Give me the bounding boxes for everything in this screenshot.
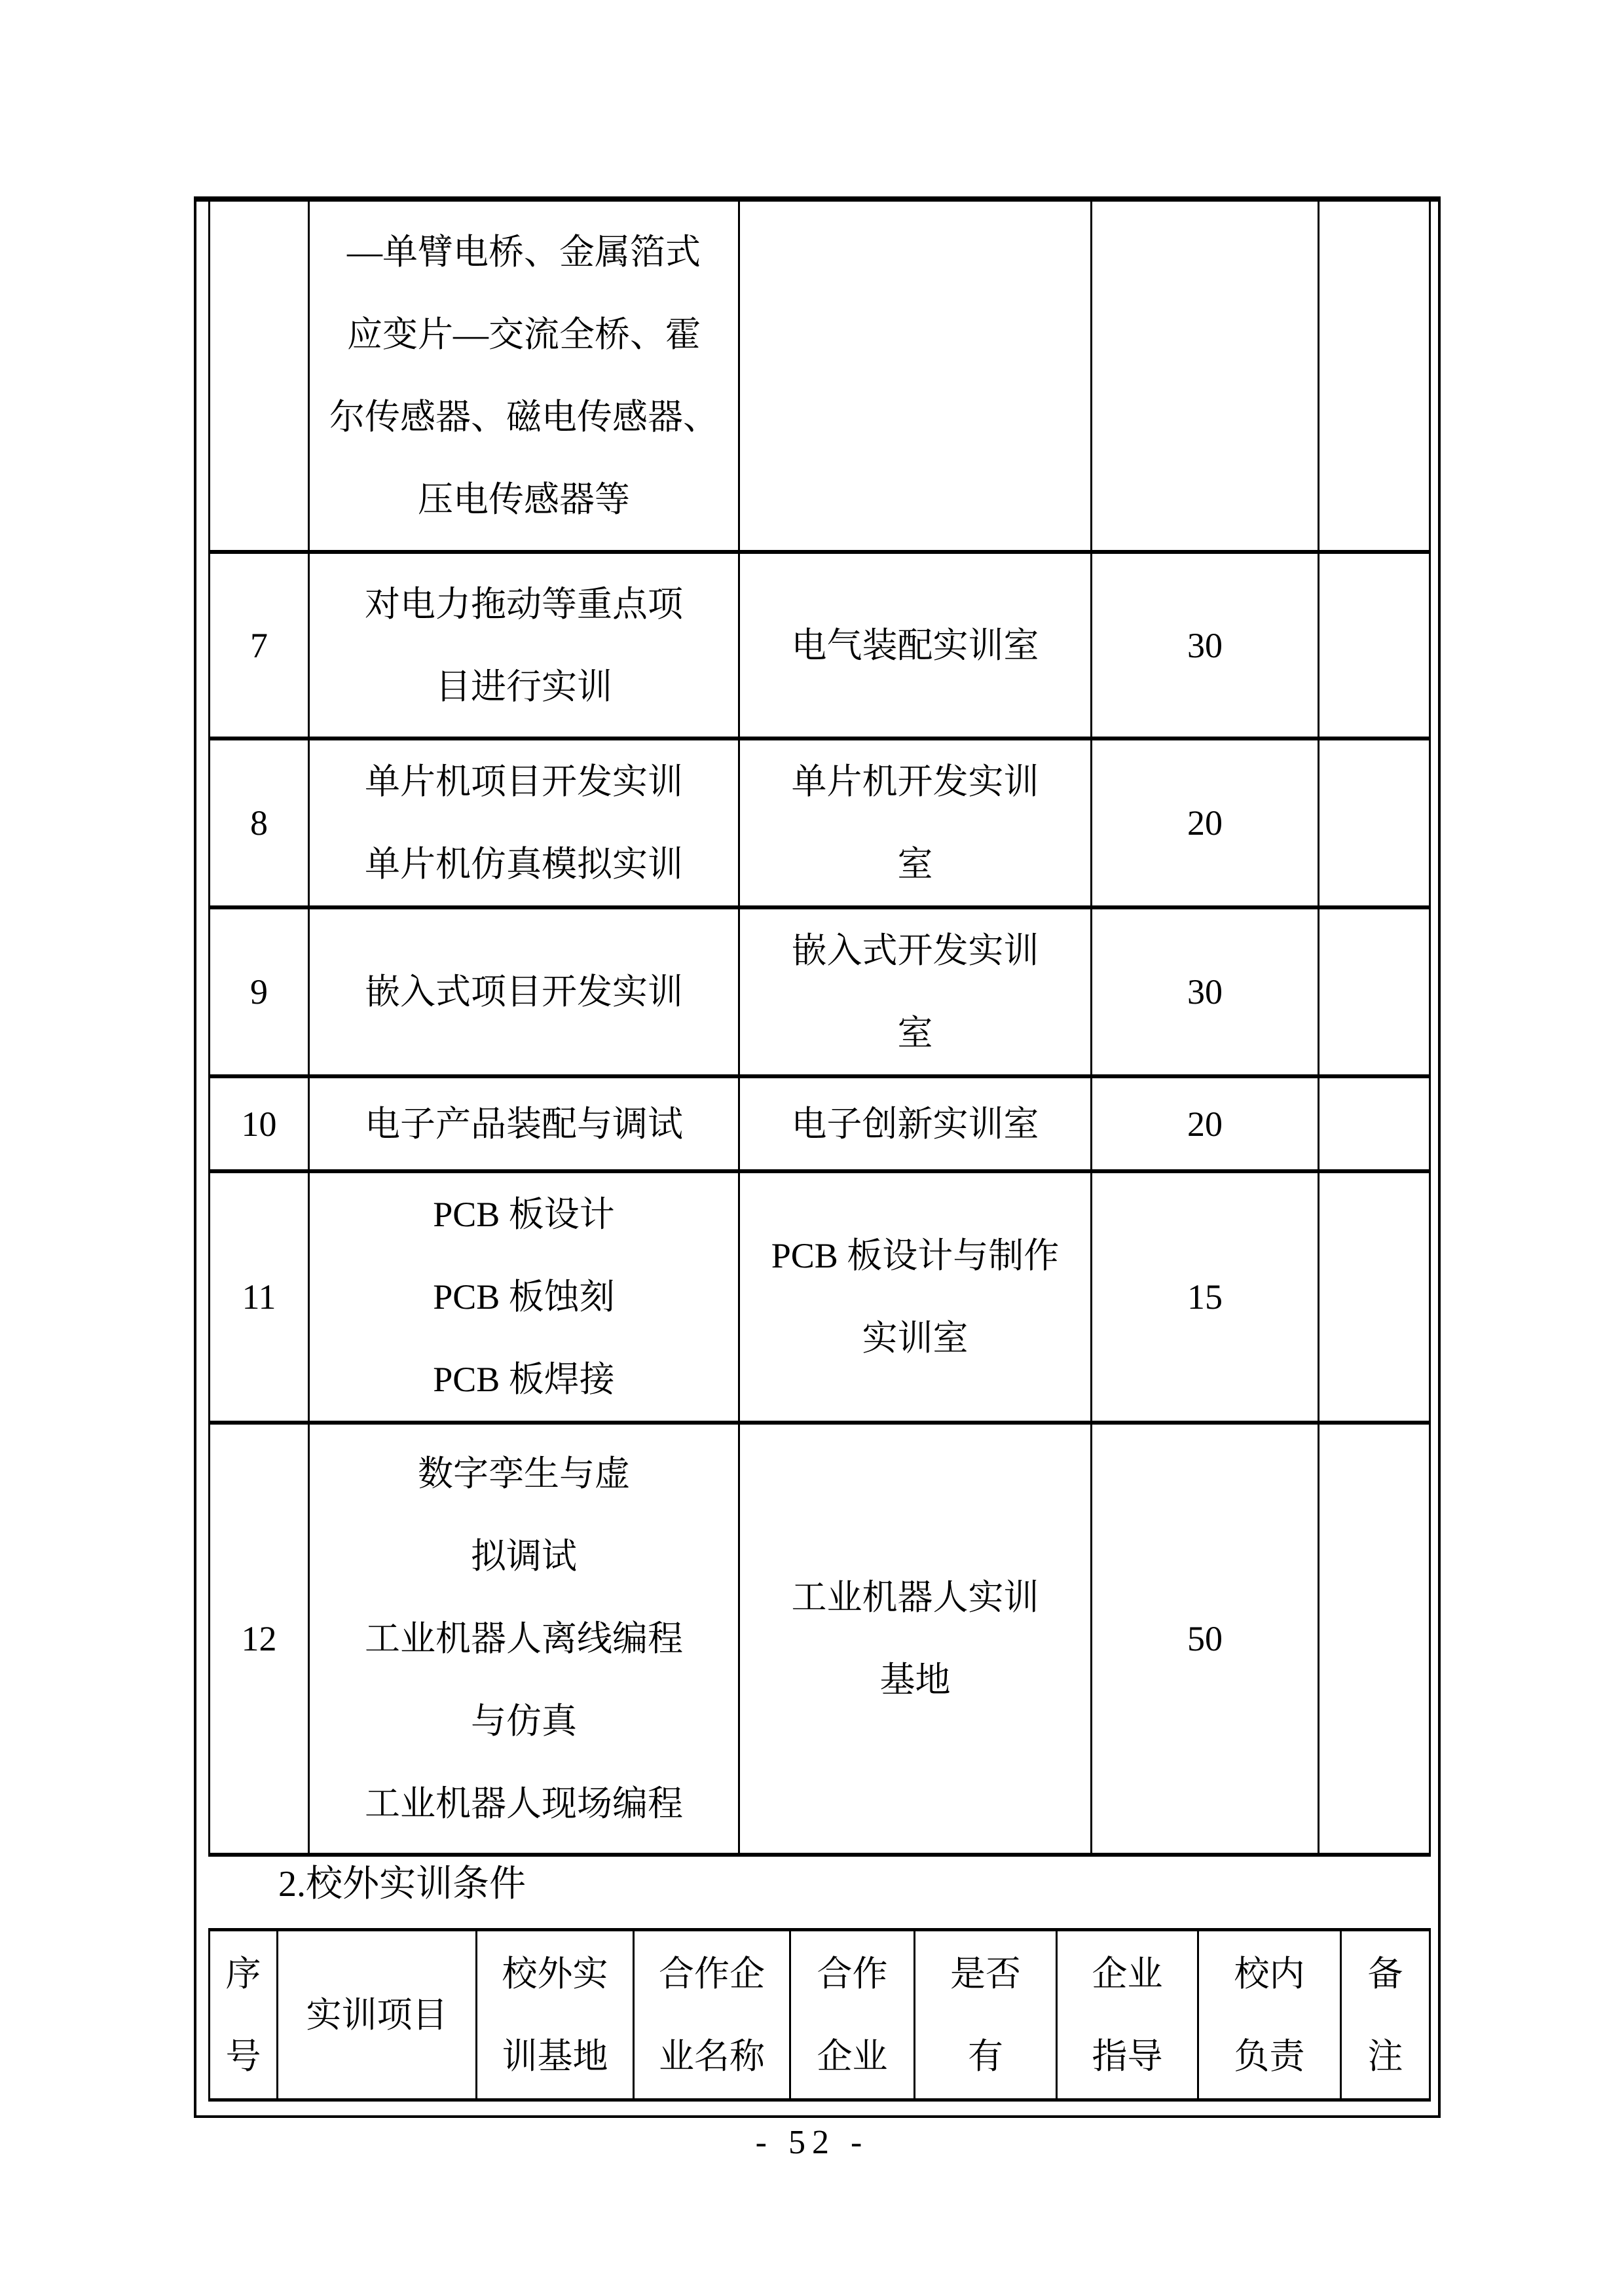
- header-cell-enterprise-guidance: 企业 指导: [1057, 1930, 1198, 2100]
- note-cell: [1319, 1171, 1430, 1423]
- page-content-frame: [194, 196, 1441, 2118]
- project-cell: 单片机项目开发实训 单片机仿真模拟实训: [309, 738, 739, 907]
- capacity-cell: 20: [1092, 738, 1319, 907]
- note-cell: [1319, 738, 1430, 907]
- location-cell: 单片机开发实训 室: [739, 738, 1092, 907]
- seq-cell: 9: [210, 907, 309, 1076]
- note-cell: [1319, 202, 1430, 552]
- section-heading: 2.校外实训条件: [278, 1864, 526, 1904]
- seq-cell: 11: [210, 1171, 309, 1423]
- note-cell: [1319, 552, 1430, 738]
- seq-cell: 12: [210, 1423, 309, 1855]
- project-cell: 电子产品装配与调试: [309, 1076, 739, 1171]
- seq-cell: 7: [210, 552, 309, 738]
- location-cell: 电子创新实训室: [739, 1076, 1092, 1171]
- location-cell: 电气装配实训室: [739, 552, 1092, 738]
- header-cell-school-responsible: 校内 负责: [1198, 1930, 1341, 2100]
- table-row-8: [210, 738, 1430, 907]
- header-cell-partner-name: 合作企 业名称: [634, 1930, 790, 2100]
- project-cell: 数字孪生与虚 拟调试 工业机器人离线编程 与仿真 工业机器人现场编程: [309, 1423, 739, 1855]
- capacity-cell: 15: [1092, 1171, 1319, 1423]
- capacity-cell: 30: [1092, 552, 1319, 738]
- header-row: [210, 1930, 1430, 2100]
- capacity-cell: 50: [1092, 1423, 1319, 1855]
- table-row-11: [210, 1171, 1430, 1423]
- location-cell: 工业机器人实训 基地: [739, 1423, 1092, 1855]
- note-cell: [1319, 907, 1430, 1076]
- header-cell-whether-has: 是否 有: [915, 1930, 1057, 2100]
- header-cell-note: 备 注: [1341, 1930, 1430, 2100]
- location-cell: 嵌入式开发实训 室: [739, 907, 1092, 1076]
- capacity-cell: [1092, 202, 1319, 552]
- header-cell-partner: 合作 企业: [790, 1930, 915, 2100]
- capacity-cell: 20: [1092, 1076, 1319, 1171]
- project-cell: 嵌入式项目开发实训: [309, 907, 739, 1076]
- table-row-9: [210, 907, 1430, 1076]
- project-cell: 对电力拖动等重点项 目进行实训: [309, 552, 739, 738]
- header-cell-seq: 序 号: [210, 1930, 278, 2100]
- seq-cell: 10: [210, 1076, 309, 1171]
- seq-cell: [210, 202, 309, 552]
- table-row-7: [210, 552, 1430, 738]
- offcampus-training-table: [208, 1928, 1431, 2102]
- table-row-10: [210, 1076, 1430, 1171]
- table-row-12: [210, 1423, 1430, 1855]
- header-cell-offcampus-base: 校外实 训基地: [477, 1930, 634, 2100]
- page-number: - 52 -: [755, 2124, 869, 2161]
- note-cell: [1319, 1423, 1430, 1855]
- location-cell: PCB 板设计与制作 实训室: [739, 1171, 1092, 1423]
- header-cell-project: 实训项目: [278, 1930, 477, 2100]
- oncampus-training-table: [208, 202, 1431, 1857]
- project-cell: —单臂电桥、金属箔式 应变片—交流全桥、霍 尔传感器、磁电传感器、 压电传感器等: [309, 202, 739, 552]
- note-cell: [1319, 1076, 1430, 1171]
- capacity-cell: 30: [1092, 907, 1319, 1076]
- location-cell: [739, 202, 1092, 552]
- project-cell: PCB 板设计 PCB 板蚀刻 PCB 板焊接: [309, 1171, 739, 1423]
- table-row-continued: [210, 202, 1430, 552]
- seq-cell: 8: [210, 738, 309, 907]
